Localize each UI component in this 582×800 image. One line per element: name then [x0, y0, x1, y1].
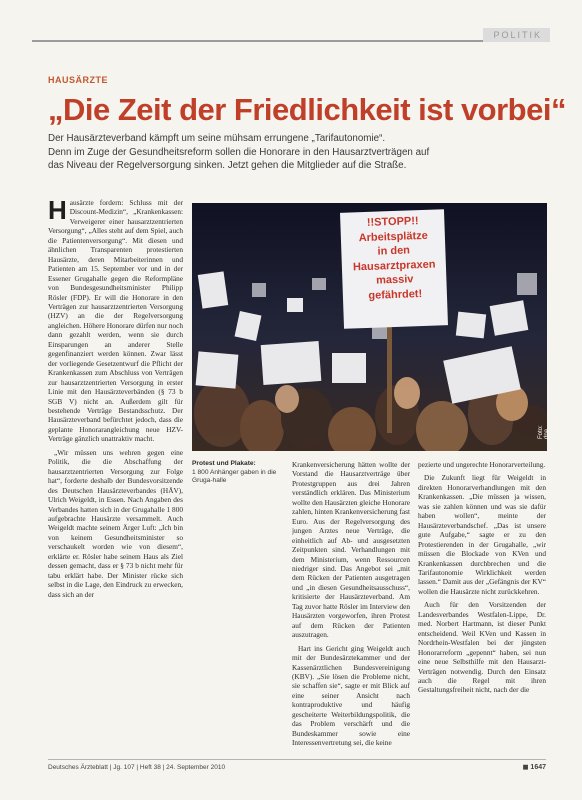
protest-sign	[341, 213, 448, 304]
photo-credit: Foto: dpa	[538, 425, 550, 439]
paragraph: Die Zukunft liegt für Weigeldt in direkten Honorarverhandlungen mit den Krankenkassen. „Die müssen ja wissen, was sie zahlen können und was sie dafür haben wollen“, meinte der Hausärzteverbandschef. „Das ist unsere gute Aufgabe,“ sagte er zu den Protestierenden in der Grugahalle, „wir müssen die Blockade von KVen und Krankenkassen durchbrechen und die Tarifautonomie Wirklichkeit werden lassen.“ Damit aus der „Gefängnis der KV“ wollen die Hausärzte nicht zurückkehren.	[418, 473, 546, 596]
paragraph: pezierte und ungerechte Honorarverteilung.	[418, 460, 546, 469]
paragraph: Auch für den Vorsitzenden der Landesverbandes Westfalen-Lippe, Dr. med. Norbert Hartmann, ist dieser Punkt entscheidend. Weil KVen und Kassen in Nordrhein-Westfalen bei der jüngsten Honorarreform „gepennt“ haben, sei nun eine neue Selbsthilfe mit den Hausarzt-Verträgen notwendig. Durch den Einsatz auch die Regel mit ihren Gestaltungsfreiheit nicht, nach der die	[418, 600, 546, 695]
deck-line: Denn im Zuge der Gesundheitsreform sollen die Honorare in den Hausarztverträgen auf	[48, 146, 430, 158]
deck-line: Der Hausärzteverband kämpft um seine mühsam errungene „Tarifautonomie“.	[48, 133, 386, 144]
section-tab: POLITIK	[483, 28, 550, 42]
paragraph: Hart ins Gericht ging Weigeldt auch mit der Bundesärztekammer und der Kassenärztlichen Bundesvereinigung (KBV). „Sie lösen die Probleme nicht, sie schaffen sie“, sagte er mit Blick auf eine seiner Ansicht nach kontraproduktive und häufig gescheiterte Weiterbildungspolitik, die das Problem verschärft und die Bundeskammer sowie eine Interessenvertretung sei, die keine	[292, 643, 410, 748]
paragraph	[48, 198, 183, 444]
footer-rule	[48, 759, 546, 760]
headline: „Die Zeit der Friedlichkeit ist vorbei“	[48, 92, 566, 127]
sign-line: Arbeitsplätze	[358, 229, 428, 244]
deck	[48, 132, 558, 173]
sign-line: massiv	[375, 273, 414, 287]
top-rule	[32, 40, 550, 42]
paragraph: „Wir müssen uns wehren gegen eine Politik, die die Abschaffung der hausarztzentrierten Versorgung zur Folge hat“, forderte deshalb der Bundesvorsitzende des Deutschen Hausärzteverbandes (HÄV), Ulrich Weigeldt, in Essen. Nach Angaben des Verbandes hatten sich in der Grugahalle 1 800 aufgebrachte Hausärzte versammelt. Auch Weigeldt machte seinem Ärger Luft: „Ich bin von keinem Gesundheitsminister so verschaukelt worden wie von diesem“, erklärte er. Rösler habe seinem Haus als Ziel dessen gemacht, dass er § 73 b nicht mehr für tabu erklärt habe. Der Minister rücke sich selbst in die Lage, den Eindruck zu erwecken, dass sich an der	[48, 447, 183, 599]
sign-line: gefährdet!	[368, 287, 423, 302]
deck-line: das Niveau der Regelversorgung sinken. Jetzt gehen die Mitglieder auf die Straße.	[48, 160, 407, 171]
article-column-2	[292, 460, 410, 752]
paragraph-text: ausärzte fordern: Schluss mit der Discount-Medizin“, „Krankenkassen: Verweigerer einer hausarztzentrierten Versorgung“, „Alles steht auf dem Spiel, auch die Patientenversorgung“. Mit diesen und ähnlichen Transparenten protestierten Hausärzte, deren Mitarbeiterinnen und Patienten am 15. September vor und in der Essener Grugahalle gegen die Reformpläne von Bundesgesundheitsminister Philipp Rösler (FDP). Er will die Honorare in den Verträgen zur hausarztzentrierten Versorgung (HZV) an die der Regelversorgung angleichen. Höhere Honorare dürfen nur noch dann gezahlt werden, wenn sie durch Einsparungen an anderer Stelle gegenfinanziert werden können. Zwar lässt der vorliegende Gesetzentwurf die Pflicht der Krankenkassen zum Abschluss von Verträgen zur hausarztzentrierten Versorgung in erster Linie mit den Hausärzteverbänden (§ 73 b SGB V) nicht an. Außerdem gilt für bestehende Verträge Bestandsschutz. Der Hausärzteverband befürchtet jedoch, dass die geplante Honorarangleichung neue HZV-Verträge gänzlich unattraktiv macht.	[48, 198, 183, 444]
page-number: ◼ 1647	[522, 764, 546, 771]
caption-title: Protest und Plakate:	[192, 460, 256, 467]
protest-photo	[192, 203, 550, 451]
kicker: HAUSÄRZTE	[48, 75, 108, 85]
sign-line: Hausarztpraxen	[352, 258, 436, 273]
article-column-1	[48, 198, 183, 603]
drop-cap: H	[48, 198, 67, 225]
paragraph: Krankenversicherung hätten wollte der Vorstand die Hausarztverträge über Protestgruppen aus drei Jahren verständlich erklären. Das Ministerium wollte den Hausärzten gleiche Honorare zahlen, hinten Krankenversicherung fast Euro. Aus der Regelversorgung des jungen Arztes neue Verträge, die einheitlich auf Ab- und ausgesetzten Zeitpunkten sind. Verhandlungen mit dem Ministerium, wenn Ressourcen niedriger sind. Das Angebot sei „mit dem Rücken der Patienten ausgetragen und „in diesen Gesundheitsausschuss“, kritisierte der Hausärzteverband. Am Tag zuvor hatte Rösler im Interview den Hausärzten vorgeworfen, ihren Protest auf dem Rücken der Patienten auszutragen.	[292, 460, 410, 640]
photo-caption	[192, 460, 284, 486]
article-column-3	[418, 460, 546, 699]
caption-text: 1 800 Anhänger gaben in die Gruga-halle	[192, 468, 277, 484]
footer-publication: Deutsches Ärzteblatt | Jg. 107 | Heft 38 | 24. September 2010	[48, 764, 226, 771]
sign-line: in den	[377, 244, 411, 258]
sign-line: !!STOPP!!	[366, 215, 419, 229]
